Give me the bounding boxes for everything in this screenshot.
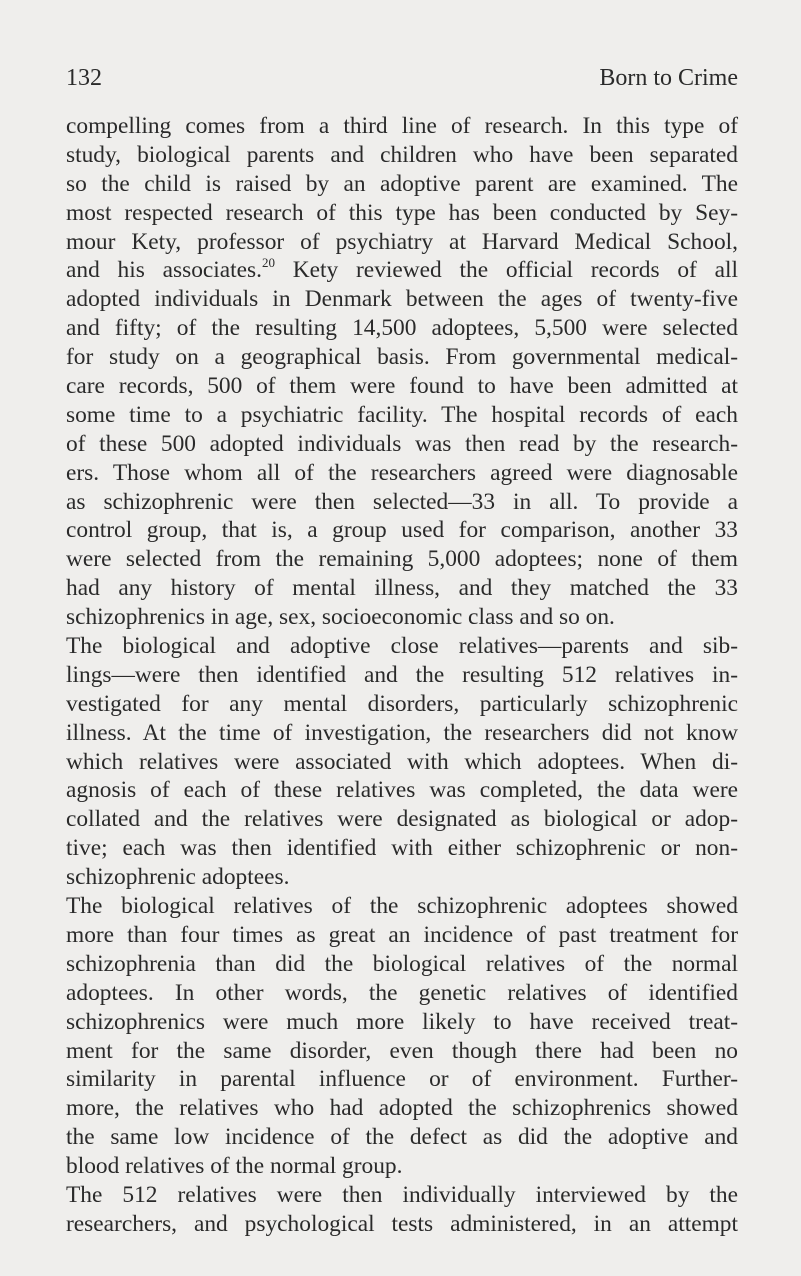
text-line: care records, 500 of them were found to have been admitted at	[66, 373, 738, 400]
text-line: adopted individuals in Denmark between the ages of twenty-five	[66, 286, 738, 313]
body-text	[66, 112, 738, 1239]
footnote-marker: 20	[262, 255, 275, 271]
text-line: vestigated for any mental disorders, particularly schizophrenic	[66, 690, 738, 717]
text-line: The biological relatives of the schizophrenic adoptees showed	[66, 893, 738, 920]
text-line: researchers, and psychological tests administered, in an attempt	[66, 1210, 738, 1237]
text-line: which relatives were associated with which adoptees. When di-	[66, 748, 738, 775]
text-line: compelling comes from a third line of research. In this type of	[66, 113, 738, 139]
book-title: Born to Crime	[599, 65, 738, 91]
text-line: the same low incidence of the defect as did the adoptive and	[66, 1124, 738, 1151]
page-number: 132	[66, 65, 102, 91]
text-fragment: and his associates.	[66, 257, 262, 284]
text-line: adoptees. In other words, the genetic relatives of identified	[66, 979, 738, 1006]
text-line: blood relatives of the normal group.	[66, 1153, 403, 1180]
text-line: agnosis of each of these relatives was completed, the data were	[66, 777, 738, 804]
text-line: and fifty; of the resulting 14,500 adoptees, 5,500 were selected	[66, 315, 738, 342]
text-line-with-footnote	[66, 256, 738, 285]
text-line: schizophrenia than did the biological relatives of the normal	[66, 950, 738, 977]
text-line: ers. Those whom all of the researchers agreed were diagnosable	[66, 459, 738, 486]
text-line: schizophrenics were much more likely to have received treat-	[66, 1008, 738, 1035]
text-line: schizophrenics in age, sex, socioeconomic class and so on.	[66, 604, 615, 631]
text-line: for study on a geographical basis. From governmental medical-	[66, 344, 738, 371]
text-fragment: Kety reviewed the official records of all	[275, 257, 738, 284]
text-line: some time to a psychiatric facility. The hospital records of each	[66, 401, 738, 428]
text-line: similarity in parental influence or of environment. Further-	[66, 1066, 738, 1093]
text-line: study, biological parents and children who have been separated	[66, 141, 738, 168]
text-line: most respected research of this type has been conducted by Sey-	[66, 199, 738, 226]
text-line: collated and the relatives were designated as biological or adop-	[66, 806, 738, 833]
text-line: lings—were then identified and the resulting 512 relatives in-	[66, 661, 738, 688]
text-line: schizophrenic adoptees.	[66, 864, 290, 891]
text-line: more, the relatives who had adopted the schizophrenics showed	[66, 1095, 738, 1122]
text-line: mour Kety, professor of psychiatry at Harvard Medical School,	[66, 228, 738, 255]
text-line: so the child is raised by an adoptive parent are examined. The	[66, 170, 738, 197]
text-line: control group, that is, a group used for comparison, another 33	[66, 517, 738, 544]
running-head	[66, 62, 738, 94]
text-line: had any history of mental illness, and they matched the 33	[66, 575, 738, 602]
text-line: as schizophrenic were then selected—33 in all. To provide a	[66, 488, 738, 515]
text-line: ment for the same disorder, even though there had been no	[66, 1037, 738, 1064]
text-line: illness. At the time of investigation, the researchers did not know	[66, 719, 738, 746]
text-line: of these 500 adopted individuals was then read by the research-	[66, 430, 738, 457]
text-line: The biological and adoptive close relatives—parents and sib-	[66, 633, 738, 660]
text-line: more than four times as great an incidence of past treatment for	[66, 921, 738, 948]
text-line: tive; each was then identified with either schizophrenic or non-	[66, 835, 738, 862]
text-line: were selected from the remaining 5,000 adoptees; none of them	[66, 546, 738, 573]
text-line: The 512 relatives were then individually interviewed by the	[66, 1181, 738, 1208]
